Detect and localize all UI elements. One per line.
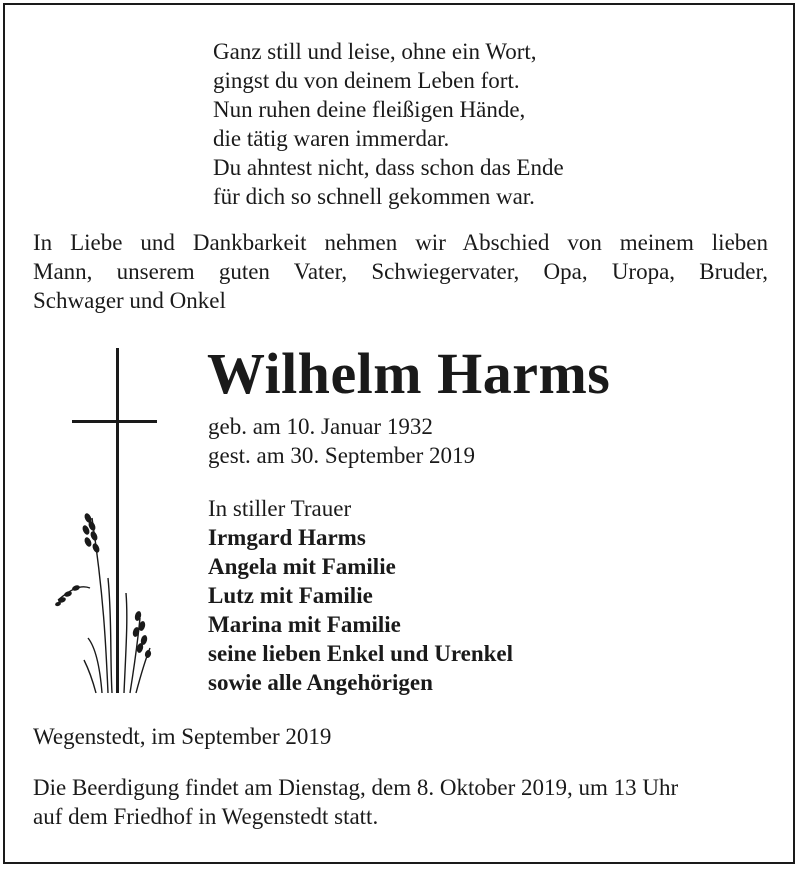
funeral-notice	[33, 773, 678, 831]
poem-line: die tätig waren immerdar.	[213, 126, 450, 151]
mourners-heading: In stiller Trauer	[208, 496, 352, 521]
poem-line: Du ahntest nicht, dass schon das Ende	[213, 155, 564, 180]
mourner-name: sowie alle Angehörigen	[208, 670, 433, 695]
deceased-name: Wilhelm Harms	[207, 341, 611, 406]
place-date: Wegenstedt, im September 2019	[33, 724, 332, 749]
funeral-line: Die Beerdigung findet am Dienstag, dem 8. Oktober 2019, um 13 Uhr	[33, 775, 679, 800]
intro-text	[33, 228, 768, 315]
cross-with-wheat-icon	[50, 348, 180, 698]
intro-line: In Liebe und Dankbarkeit nehmen wir Abschied von meinem lieben	[33, 230, 768, 255]
poem-line: für dich so schnell gekommen war.	[213, 184, 535, 209]
poem-line: Ganz still und leise, ohne ein Wort,	[213, 39, 537, 64]
mourners-list	[208, 494, 513, 697]
poem-line: Nun ruhen deine fleißigen Hände,	[213, 97, 526, 122]
poem	[213, 37, 564, 211]
life-dates	[208, 412, 475, 470]
mourner-name: Angela mit Familie	[208, 554, 396, 579]
mourner-name: Marina mit Familie	[208, 612, 401, 637]
birth-date: geb. am 10. Januar 1932	[208, 414, 433, 439]
mourner-name: Lutz mit Familie	[208, 583, 373, 608]
poem-line: gingst du von deinem Leben fort.	[213, 68, 520, 93]
mourner-name: seine lieben Enkel und Urenkel	[208, 641, 514, 666]
death-date: gest. am 30. September 2019	[208, 443, 476, 468]
funeral-line: auf dem Friedhof in Wegenstedt statt.	[33, 804, 379, 829]
intro-line: Mann, unserem guten Vater, Schwiegervater, Opa, Uropa, Bruder,	[33, 259, 768, 284]
mourner-name: Irmgard Harms	[208, 525, 366, 550]
intro-line: Schwager und Onkel	[33, 288, 226, 313]
